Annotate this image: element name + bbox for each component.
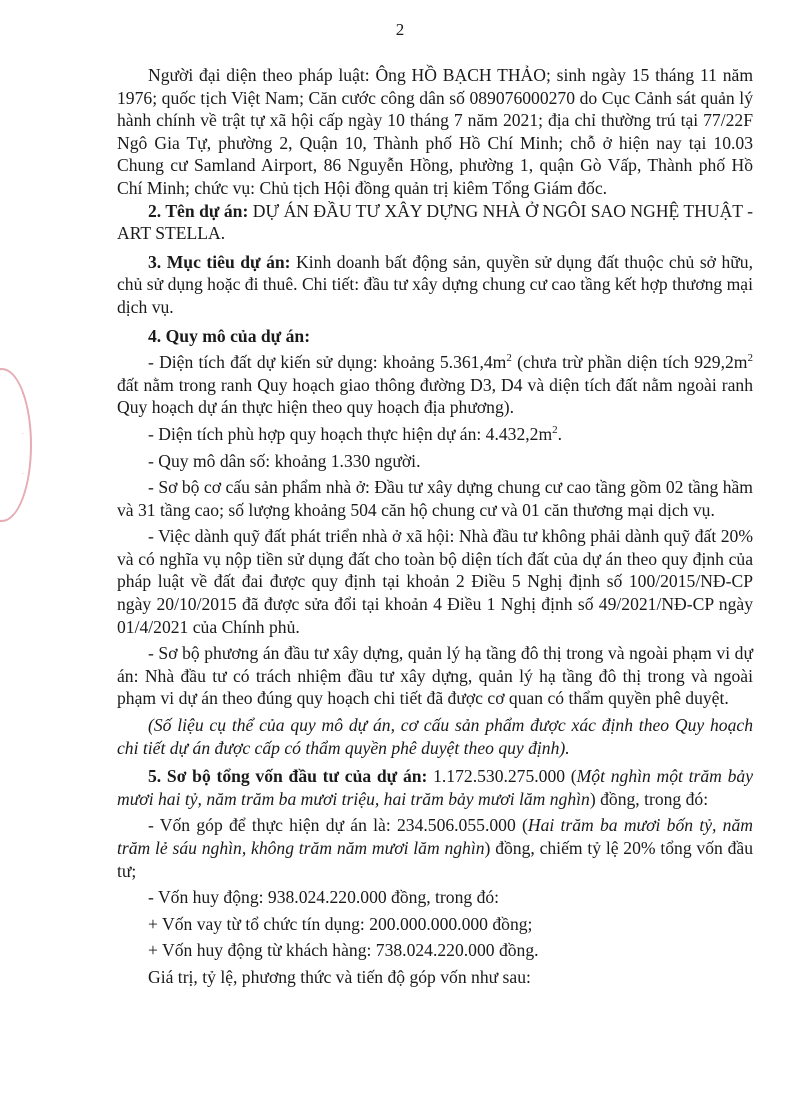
section-3-text: Kinh doanh bất động sản, quyền sử dụng đất thuộc chủ sở hữu, chủ sử dụng hoặc đi thuê. Chi tiết: đầu tư xây dựng chung cư cao tầng kết hợp thương mại dịch vụ. [117,251,754,317]
infrastructure-item: - Sơ bộ phương án đầu tư xây dựng, quản lý hạ tầng đô thị trong và ngoài phạm vi dự án: Nhà đầu tư có trách nhiệm đầu tư xây dựng, quản lý hạ tầng đô thị trong và ngoài phạm vi dự án theo đúng quy hoạch chi tiết đã được cơ quan có thẩm quyền phê duyệt. [117,643,753,709]
section-4-heading: 4. Quy mô của dự án: [148,325,311,346]
land-area-item [117,351,753,419]
planned-area-end: . [557,423,563,444]
section-2-project-name [117,200,753,245]
social-housing-item: - Việc dành quỹ đất phát triển nhà ở xã hội: Nhà đầu tư không phải dành quỹ đất 20% và có nghĩa vụ nộp tiền sử dụng đất cho toàn bộ diện tích đất của dự án theo quy định của pháp luật về đất đai được quy định tại khoản 2 Điều 5 Nghị định số 100/2015/NĐ-CP ngày 20/10/2015 đã được sửa đổi tại khoản 4 Điều 1 Nghị định số 49/2021/NĐ-CP ngày 01/4/2021 của Chính phủ. [117,526,753,637]
equity-capital-tail: ) đồng, chiếm tỷ lệ 20% tổng vốn đầu tư; [117,838,754,881]
superscript-2: 2 [552,424,558,437]
superscript-2: 2 [747,352,753,365]
red-seal-stamp: · · · [0,368,32,522]
scale-note: (Số liệu cụ thể của quy mô dự án, cơ cấu sản phẩm được xác định theo Quy hoạch chi tiết dự án được cấp có thẩm quyền phê duyệt theo quy định). [117,715,753,758]
section-3-label: 3. Mục tiêu dự án: [148,251,291,272]
total-capital-words: Một nghìn một trăm bảy mươi hai tỷ, năm trăm ba mươi triệu, hai trăm bảy mươi lăm nghìn [117,766,753,809]
equity-capital-item [117,814,753,882]
land-area-text-1: - Diện tích đất dự kiến sử dụng: khoảng 5.361,4m [148,352,507,373]
customer-capital-item: + Vốn huy động từ khách hàng: 738.024.220.000 đồng. [148,940,539,961]
planned-area-item [117,423,753,446]
bank-loan-item: + Vốn vay từ tổ chức tín dụng: 200.000.000.000 đồng; [148,913,533,934]
product-structure-item: - Sơ bộ cơ cấu sản phẩm nhà ở: Đầu tư xây dựng chung cư cao tầng gồm 02 tầng hầm và 31 tầng cao; số lượng khoảng 504 căn hộ chung cư và 01 căn thương mại dịch vụ. [117,477,753,520]
section-5-label: 5. Sơ bộ tổng vốn đầu tư của dự án: [148,766,428,787]
legal-representative-paragraph: Người đại diện theo pháp luật: Ông HỒ BẠCH THẢO; sinh ngày 15 tháng 11 năm 1976; quốc tịch Việt Nam; Căn cước công dân số 089076000270 do Cục Cảnh sát quản lý hành chính về trật tự xã hội cấp ngày 10 tháng 7 năm 2021; địa chỉ thường trú tại 77/22F Ngô Gia Tự, phường 2, Quận 10, Thành phố Hồ Chí Minh; chỗ ở hiện nay tại 10.03 Chung cư Samland Airport, 86 Nguyễn Hồng, phường 1, quận Gò Vấp, Thành phố Hồ Chí Minh; chức vụ: Chủ tịch Hội đồng quản trị kiêm Tổng Giám đốc. [117,65,753,198]
land-area-text-2: (chưa trừ phần diện tích 929,2m [511,352,748,373]
equity-capital-words: Hai trăm ba mươi bốn tỷ, năm trăm lẻ sáu nghìn, không trăm năm mươi lăm nghìn [117,815,753,858]
section-5-capital [117,765,753,810]
mobilized-capital-item: - Vốn huy động: 938.024.220.000 đồng, trong đó: [148,887,500,908]
document-body [117,64,753,989]
section-2-text: DỰ ÁN ĐẦU TƯ XÂY DỰNG NHÀ Ở NGÔI SAO NGHỆ THUẬT - ART STELLA. [117,200,754,244]
superscript-2: 2 [506,352,512,365]
population-item: - Quy mô dân số: khoảng 1.330 người. [148,450,421,471]
total-capital-amount: 1.172.530.275.000 ( [427,766,577,787]
section-3-objective [117,251,753,319]
page-number: 2 [395,20,405,39]
equity-capital-text: - Vốn góp để thực hiện dự án là: 234.506.055.000 ( [148,815,528,836]
land-area-text-3: đất nằm trong ranh Quy hoạch giao thông đường D3, D4 và diện tích đất nằm ngoài ranh Quy hoạch dự án thực hiện theo quy hoạch địa phương). [117,374,753,418]
section-2-label: 2. Tên dự án: [148,200,249,221]
total-capital-tail: ) đồng, trong đó: [589,788,709,809]
contribution-schedule-intro: Giá trị, tỷ lệ, phương thức và tiến độ góp vốn như sau: [148,966,531,987]
planned-area-text: - Diện tích phù hợp quy hoạch thực hiện dự án: 4.432,2m [148,423,553,444]
